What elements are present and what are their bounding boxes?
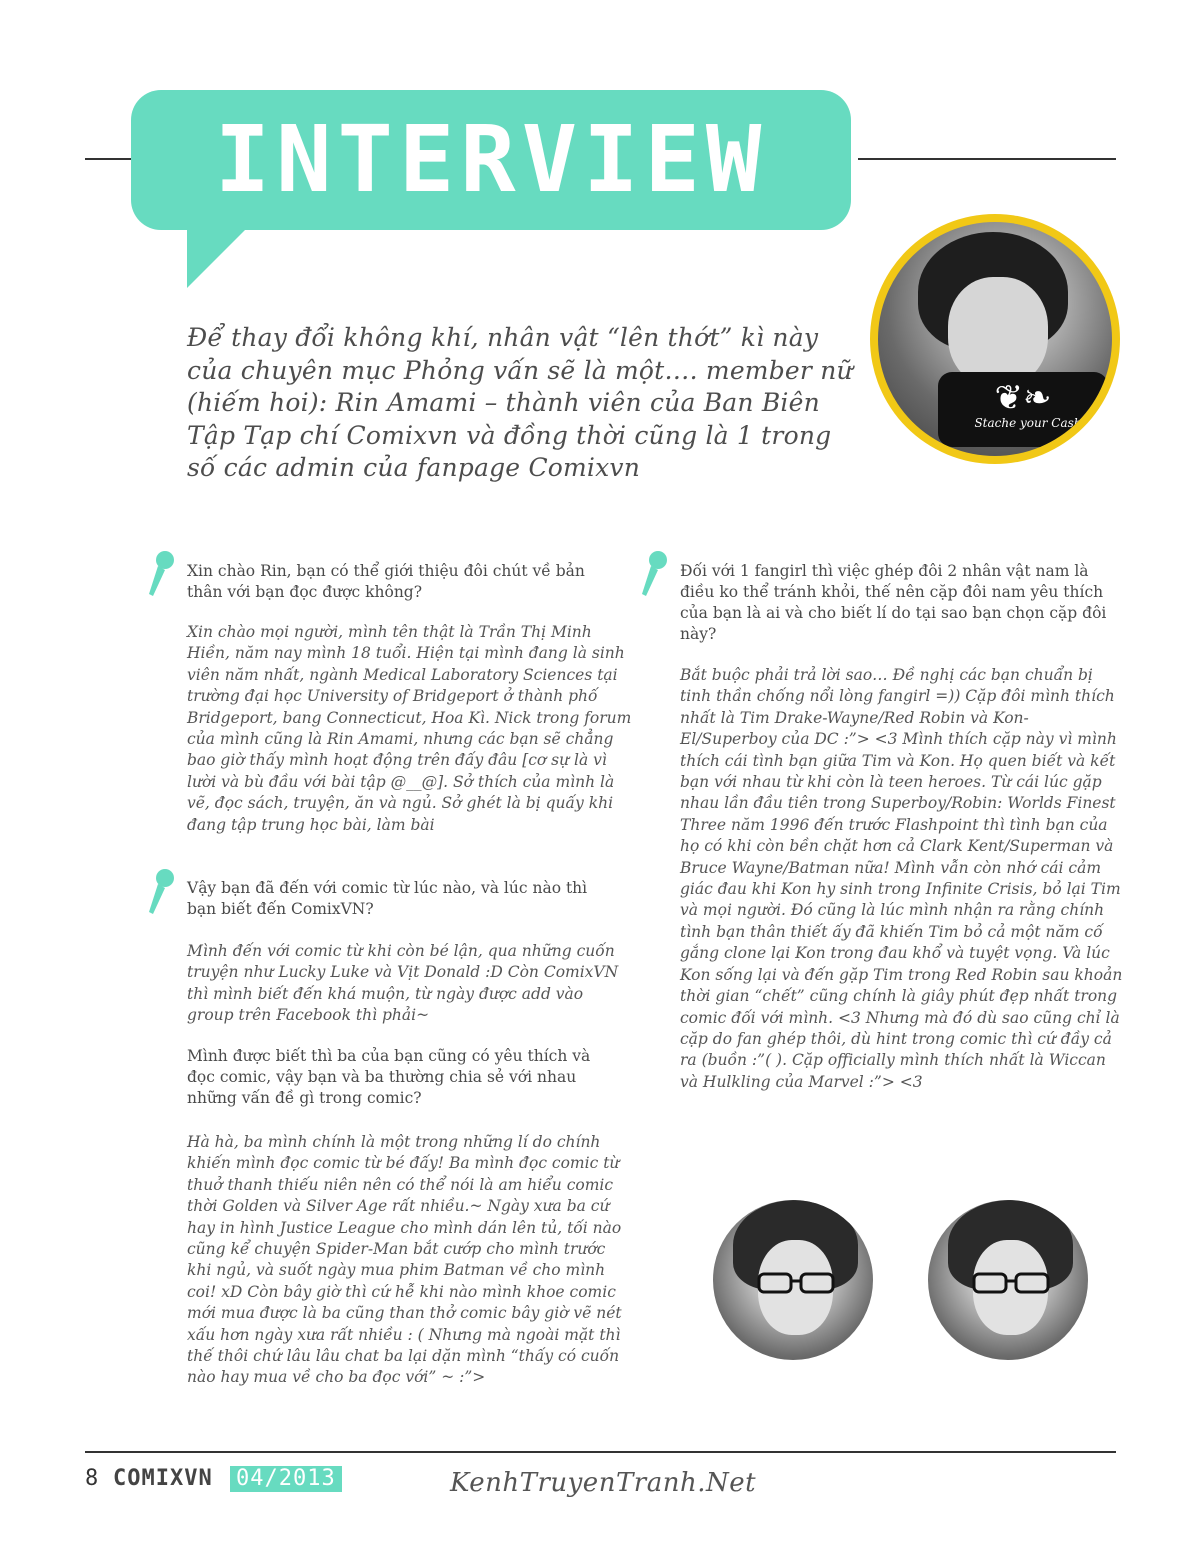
glasses-icon [757, 1272, 835, 1294]
page-number: 8 [85, 1466, 99, 1491]
page-title: INTERVIEW [214, 106, 768, 213]
microphone-icon [145, 868, 175, 916]
portrait-photo [870, 214, 1120, 464]
answer-2: Mình đến với comic từ khi còn bé lận, qua những cuốn truyện như Lucky Luke và Vịt Donald :D Còn ComixVN thì mình biết đến khá muộn, từ ngày được add vào group trên Facebook thì phải~ [187, 942, 619, 1025]
magazine-name: COMIXVN [113, 1466, 213, 1491]
question-2: Vậy bạn đã đến với comic từ lúc nào, và lúc nào thì bạn biết đến ComixVN? [187, 879, 588, 918]
footer-rule [85, 1451, 1116, 1453]
microphone-icon [638, 550, 668, 598]
header-rule-right [858, 158, 1116, 160]
answer-3: Hà hà, ba mình chính là một trong những lí do chính khiến mình đọc comic từ bé đấy! Ba mình đọc comic từ thuở thanh thiếu niên nên có thể nói là am hiểu comic thời Golden và Silver Age rất nhiều.~ Ngày xưa ba cứ hay in hình Justice League cho mình dán lên tủ, tối nào cũng kể chuyện Spider-Man bắt cướp cho mình trước khi ngủ, và suốt ngày mua phim Batman về cho mình coi! xD Còn bây giờ thì cứ hễ khi nào mình khoe comic mới mua được là ba cũng than thở comic bây giờ vẽ nét xấu hơn ngày xưa rất nhiều : ( Nhưng mà ngoài mặt thì thế thôi chứ lâu lâu chat ba lại dặn mình “thấy có cuốn nào hay mua về cho ba đọc với” ~ :”> [187, 1133, 622, 1387]
watermark: KenhTruyenTranh.Net [450, 1468, 757, 1498]
question-4: Đối với 1 fangirl thì việc ghép đôi 2 nhân vật nam là điều ko thể tránh khỏi, thế nên cặp đôi nam yêu thích của bạn là ai và cho biết lí do tại sao bạn chọn cặp đôi này? [680, 562, 1107, 643]
phone-case-text: Stache your Cash [974, 416, 1082, 430]
microphone-icon [145, 550, 175, 598]
question-1: Xin chào Rin, bạn có thể giới thiệu đôi chút về bản thân với bạn đọc được không? [187, 562, 585, 601]
question-3: Mình được biết thì ba của bạn cũng có yêu thích và đọc comic, vậy bạn và ba thường chia sẻ với nhau những vấn đề gì trong comic? [187, 1047, 591, 1107]
phone-case [938, 372, 1108, 447]
portrait-face [948, 277, 1048, 387]
photo-2 [928, 1200, 1088, 1360]
glasses-icon [972, 1272, 1050, 1294]
intro-text: Để thay đổi không khí, nhân vật “lên thớt” kì này của chuyên mục Phỏng vấn sẽ là một…. member nữ (hiếm hoi): Rin Amami – thành viên của Ban Biên Tập Tạp chí Comixvn và đồng thời cũng là 1 trong số các admin của fanpage Comixvn [187, 323, 853, 482]
mustache-icon: ❦❧ [994, 378, 1052, 418]
photo-1 [713, 1200, 873, 1360]
portrait-image [878, 222, 1112, 456]
header-rule-left [85, 158, 133, 160]
interview-banner [131, 90, 851, 230]
issue-date: 04/2013 [230, 1466, 342, 1492]
answer-1: Xin chào mọi người, mình tên thật là Trần Thị Minh Hiền, năm nay mình 18 tuổi. Hiện tại mình đang là sinh viên năm nhất, ngành Medical Laboratory Sciences tại trường đại học University of Bridgeport ở thành phố Bridgeport, bang Connecticut, Hoa Kì. Nick trong forum của mình cũng là Rin Amami, nhưng các bạn sẽ chẳng bao giờ thấy mình hoạt động trên đấy đâu [cơ sự là vì lười và bù đầu với bài tập @__@]. Sở thích của mình là vẽ, đọc sách, truyện, ăn và ngủ. Sở ghét là bị quấy khi đang tập trung học bài, làm bài [187, 623, 632, 834]
speech-bubble-tail [187, 228, 247, 288]
answer-4: Bắt buộc phải trả lời sao… Đề nghị các bạn chuẩn bị tinh thần chống nổi lòng fangirl =)) Cặp đôi mình thích nhất là Tim Drake-Wayne/Red Robin và Kon-El/Superboy của DC :”> <3 Mình thích cặp này vì mình thích cái tình bạn giữa Tim và Kon. Họ quen biết và kết bạn với nhau từ khi còn là teen heroes. Từ cái lúc gặp nhau lần đầu tiên trong Superboy/Robin: Worlds Finest Three năm 1996 đến trước Flashpoint thì tình bạn của họ có khi còn bền chặt hơn cả Clark Kent/Superman và Bruce Wayne/Batman nữa! Mình vẫn còn nhớ cái cảm giác đau khi Kon hy sinh trong Infinite Crisis, bỏ lại Tim và mọi người. Đó cũng là lúc mình nhận ra rằng chính tình bạn thân thiết ấy đã khiến Tim bỏ cả một năm cố gắng clone lại Kon trong đau khổ và tuyệt vọng. Và lúc Kon sống lại và đến gặp Tim trong Red Robin sau khoản thời gian “chết” cũng chính là giây phút đẹp nhất trong comic đối với mình. <3 Nhưng mà đó dù sao cũng chỉ là cặp do fan ghép thôi, dù hint trong comic thì cứ đầy cả ra (buồn :”( ). Cặp officially mình thích nhất là Wiccan và Hulkling của Marvel :”> <3 [680, 666, 1123, 1091]
